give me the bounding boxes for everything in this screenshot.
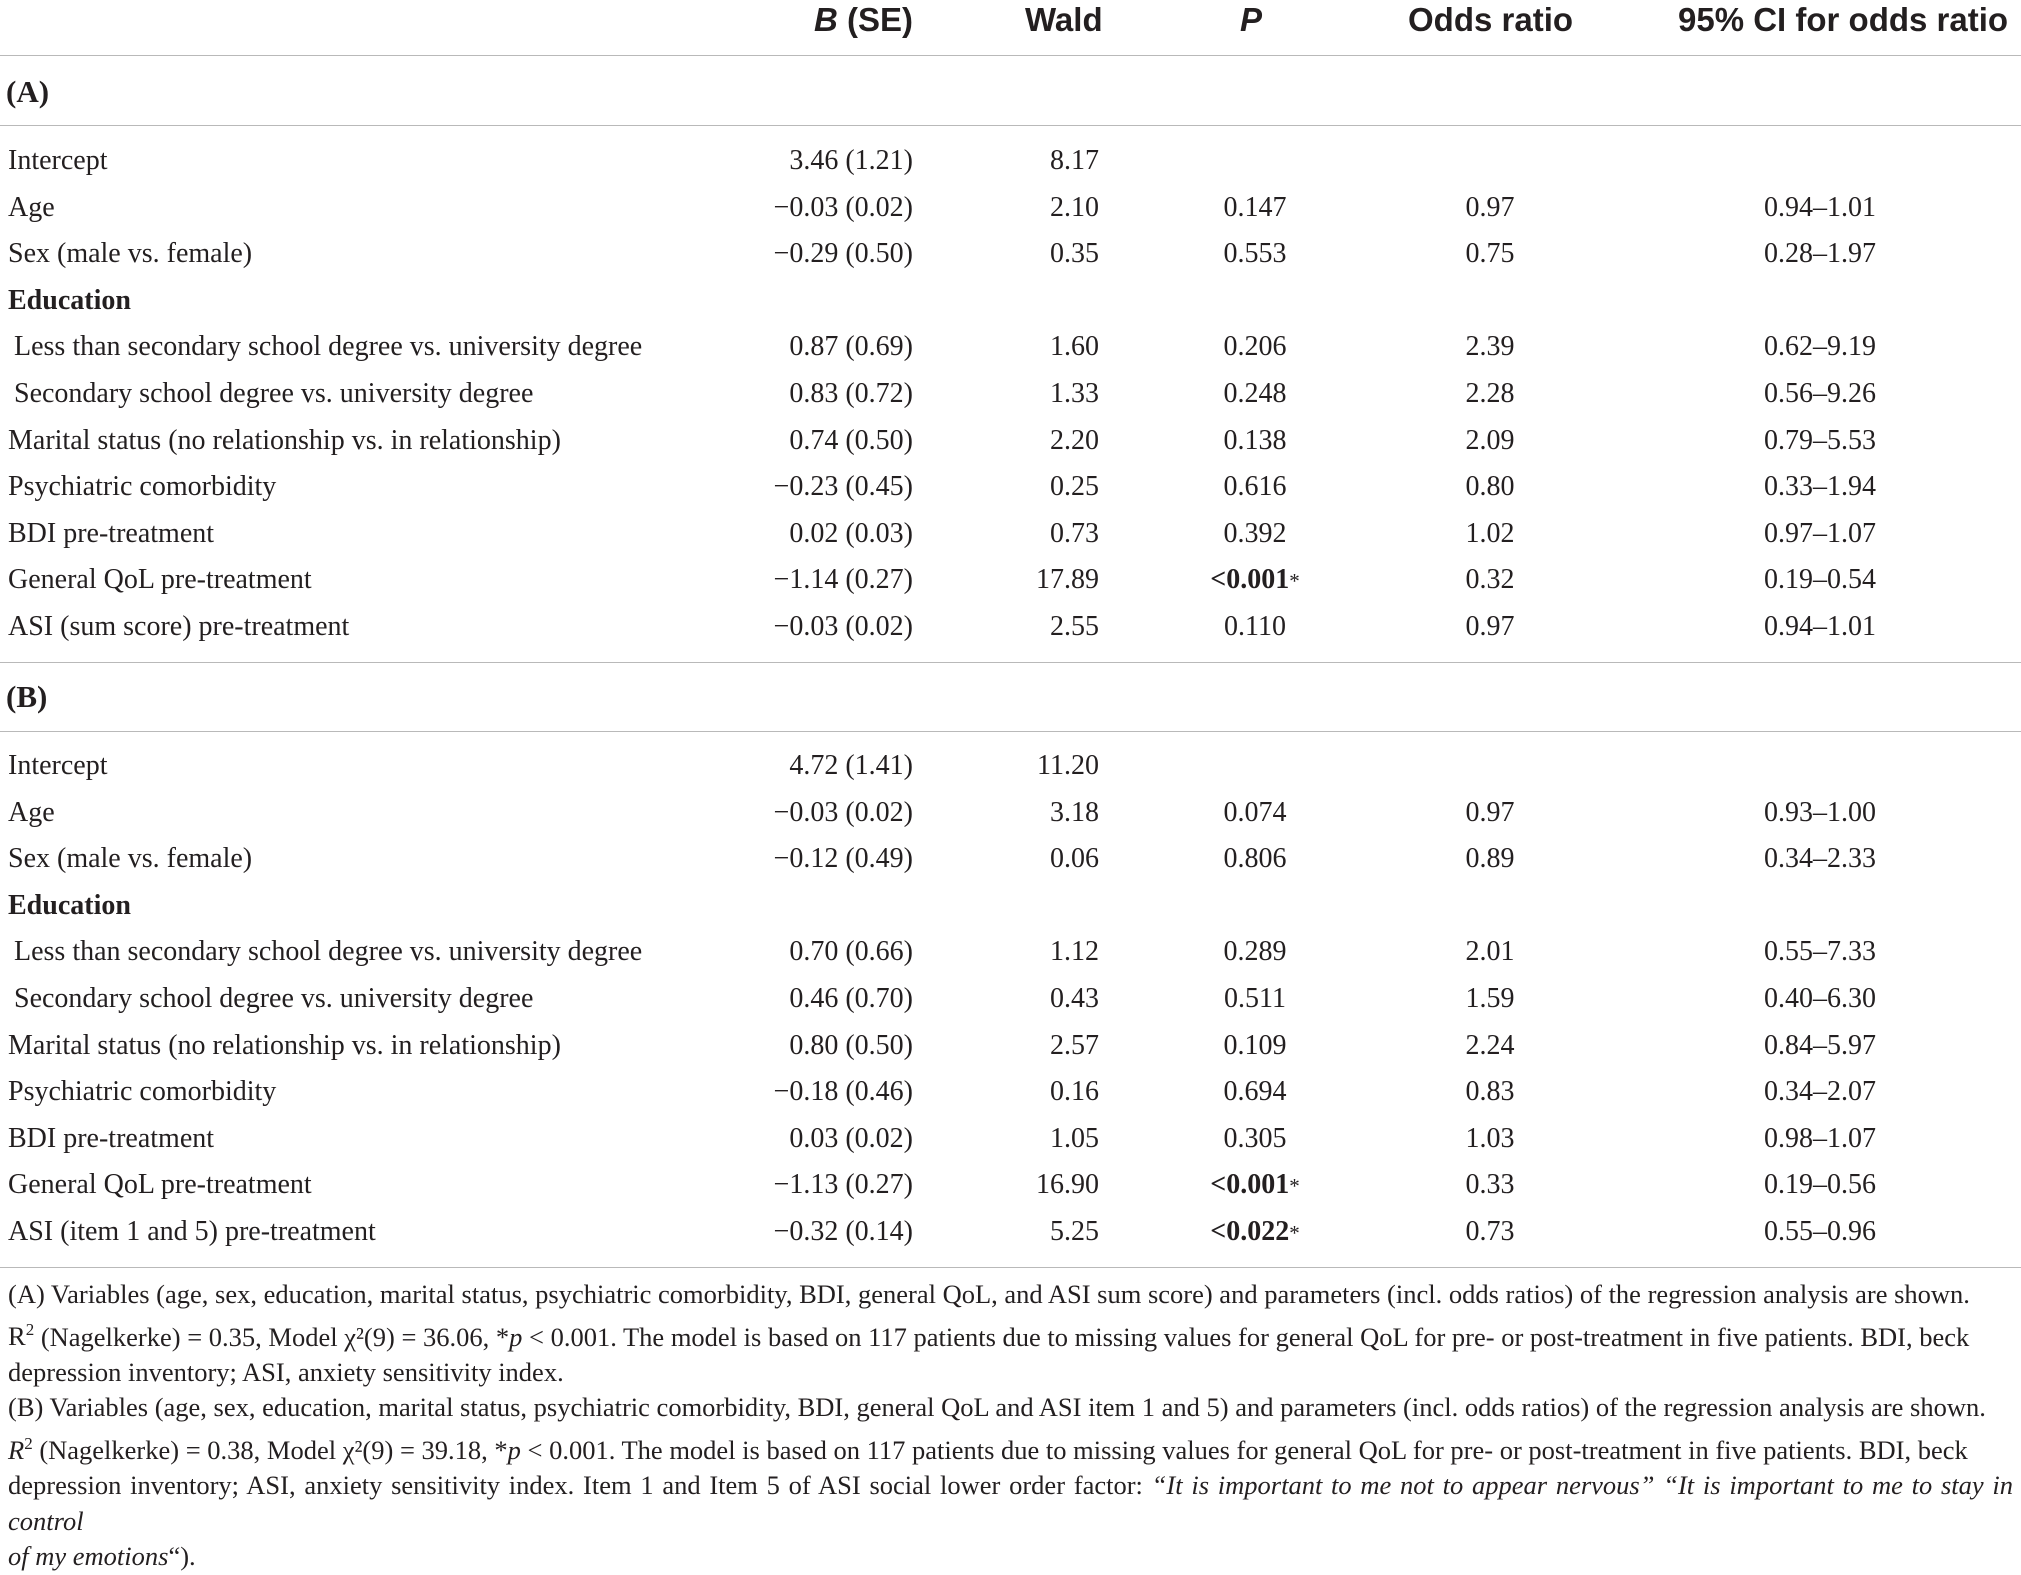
cell-p: 0.305 [1223,1122,1287,1154]
cell-ci: 0.56–9.26 [1764,378,1876,409]
cell-wald: 0.16 [1050,1076,1099,1108]
header-ci: 95% CI for odds ratio [1678,1,2009,38]
cell-b-se: −0.03 (0.02) [773,191,913,223]
cell-odds-ratio: 0.32 [1465,564,1515,596]
cell-p [1195,557,1315,605]
cell-p: 0.206 [1223,331,1287,363]
footnote-b-line2: $R^2$ (Nagelkerke) = 0.38, Model χ²(9) = 39.18, *p < 0.001. The model is based on 117 patients due to missing values for general QoL for pre- or post-treatment in five patients. BDI, beck [8,1433,1968,1465]
cell-ci: 0.28–1.97 [1764,238,1876,270]
cell-odds-ratio: 0.83 [1465,1076,1515,1108]
cell-ci: 0.79–5.53 [1764,424,1876,456]
cell-odds-ratio: 0.75 [1465,238,1515,270]
row-label: Less than secondary school degree vs. university degree [14,936,643,968]
cell-ci: 0.98–1.07 [1764,1122,1876,1154]
significance-mark: * [1289,1174,1300,1199]
cell-odds-ratio: 0.97 [1465,611,1515,642]
cell-b-se: −0.32 (0.14) [773,1216,913,1247]
table-row [0,1162,2021,1209]
cell-wald: 16.90 [1036,1169,1099,1201]
cell-b-se: 4.72 (1.41) [789,750,913,781]
table-row [0,324,2021,371]
cell-ci: 0.40–6.30 [1764,983,1876,1014]
cell-ci: 0.94–1.01 [1764,191,1876,223]
cell-p: 0.392 [1223,517,1287,549]
table-row [0,557,2021,604]
table-row [0,1069,2021,1116]
cell-p: 0.138 [1223,424,1287,456]
table-row [0,278,2021,325]
panel-a-label: (A) [6,74,50,109]
cell-ci: 0.97–1.07 [1764,517,1876,549]
cell-p [1195,1162,1315,1210]
cell-wald: 0.73 [1050,517,1099,549]
cell-b-se: 0.80 (0.50) [789,1029,913,1061]
cell-wald: 2.10 [1050,191,1099,223]
cell-odds-ratio: 1.02 [1465,517,1515,549]
cell-odds-ratio: 0.80 [1465,471,1515,503]
cell-p: 0.553 [1223,238,1287,270]
significant-p-value: <0.001 [1210,1169,1290,1201]
row-label: Sex (male vs. female) [8,843,253,875]
table-row [0,231,2021,278]
cell-p: 0.074 [1223,796,1287,828]
cell-b-se: 0.70 (0.66) [789,936,913,968]
table-row [0,743,2021,790]
significant-p-value: <0.001 [1210,564,1290,596]
row-label: ASI (item 1 and 5) pre-treatment [8,1216,376,1247]
cell-odds-ratio: 2.09 [1465,424,1515,456]
table-row [0,1209,2021,1256]
cell-b-se: 0.87 (0.69) [789,331,913,363]
cell-b-se: 0.46 (0.70) [789,983,913,1014]
header-b-se-text: (SE) [837,1,913,38]
cell-b-se: −0.23 (0.45) [773,471,913,503]
cell-odds-ratio: 1.59 [1465,983,1515,1014]
row-label: Intercept [8,750,108,781]
cell-ci: 0.34–2.07 [1764,1076,1876,1108]
table-row [0,371,2021,418]
cell-b-se: −1.13 (0.27) [773,1169,913,1201]
row-label: Secondary school degree vs. university degree [14,378,534,409]
cell-p: 0.147 [1223,191,1287,223]
cell-wald: 1.05 [1050,1122,1099,1154]
cell-wald: 8.17 [1050,145,1099,176]
cell-ci: 0.33–1.94 [1764,471,1876,503]
cell-odds-ratio: 0.97 [1465,796,1515,828]
footnote-a [8,1277,2013,1575]
cell-wald: 5.25 [1050,1216,1099,1247]
panel-b-label: (B) [6,679,48,714]
cell-b-se: 0.83 (0.72) [789,378,913,409]
rule-header [0,55,2021,56]
cell-wald: 1.60 [1050,331,1099,363]
cell-wald: 17.89 [1036,564,1099,596]
table-row [0,1116,2021,1163]
cell-b-se: 0.02 (0.03) [789,517,913,549]
row-label: Psychiatric comorbidity [8,1076,277,1108]
cell-p: 0.110 [1224,611,1286,642]
footnote-a-line1: (A) Variables (age, sex, education, marital status, psychiatric comorbidity, BDI, general QoL, and ASI sum score) and parameters (incl. odds ratios) of the regression analysis are shown. [8,1279,1970,1309]
cell-p: 0.694 [1223,1076,1287,1108]
cell-wald: 0.06 [1050,843,1099,875]
cell-p: 0.289 [1223,936,1287,968]
header-p [1240,0,1262,40]
cell-p: 0.806 [1223,843,1287,875]
table-row [0,185,2021,232]
header-wald: Wald [1025,1,1103,38]
cell-odds-ratio: 1.03 [1465,1122,1515,1154]
cell-wald: 0.25 [1050,471,1099,503]
rule-between-panels [0,662,2021,663]
rule-table-bottom [0,1267,2021,1268]
cell-odds-ratio: 0.33 [1465,1169,1515,1201]
cell-wald: 2.57 [1050,1029,1099,1061]
cell-p: 0.616 [1223,471,1287,503]
significance-mark: * [1289,1221,1300,1245]
table-row [0,976,2021,1023]
cell-p: 0.248 [1223,378,1287,409]
cell-b-se: −0.12 (0.49) [773,843,913,875]
table-row [0,929,2021,976]
cell-b-se: 3.46 (1.21) [789,145,913,176]
table-row [0,418,2021,465]
header-p-letter: P [1240,1,1263,38]
cell-ci: 0.94–1.01 [1764,611,1876,642]
cell-odds-ratio: 0.73 [1465,1216,1515,1247]
row-label: Age [8,796,55,828]
cell-ci: 0.84–5.97 [1764,1029,1876,1061]
row-label: Marital status (no relationship vs. in relationship) [8,424,561,456]
row-label: General QoL pre-treatment [8,564,312,596]
footnote-b-line4: of my emotions“). [8,1541,196,1572]
row-label: Sex (male vs. female) [8,238,253,270]
footnote-b-line1: (B) Variables (age, sex, education, marital status, psychiatric comorbidity, BDI, general QoL and ASI item 1 and 5) and parameters (incl. odds ratios) of the regression analysis are shown. [8,1392,1986,1423]
cell-ci: 0.62–9.19 [1764,331,1876,363]
cell-ci: 0.34–2.33 [1764,843,1876,875]
cell-ci: 0.19–0.54 [1764,564,1876,596]
cell-ci: 0.19–0.56 [1764,1169,1876,1201]
row-label: Intercept [8,145,108,176]
row-label: Education [8,284,131,316]
cell-odds-ratio: 0.89 [1465,843,1515,875]
cell-b-se: −0.29 (0.50) [773,238,913,270]
rule-panel-b [0,731,2021,732]
table-row [0,604,2021,651]
cell-b-se: −0.18 (0.46) [773,1076,913,1108]
row-label: Age [8,191,55,223]
footnote-a-line3: depression inventory; ASI, anxiety sensitivity index. [8,1356,564,1387]
cell-p: 0.511 [1224,983,1286,1014]
cell-p: 0.109 [1223,1029,1287,1061]
cell-odds-ratio: 2.01 [1465,936,1515,968]
cell-wald: 1.12 [1050,936,1099,968]
cell-odds-ratio: 0.97 [1465,191,1515,223]
table-row [0,790,2021,837]
row-label: ASI (sum score) pre-treatment [8,611,350,642]
header-b-letter: B [813,1,838,38]
table-row [0,138,2021,185]
header-odds-ratio: Odds ratio [1408,1,1574,38]
row-label: Less than secondary school degree vs. university degree [14,331,643,363]
rule-panel-a [0,125,2021,126]
cell-wald: 3.18 [1050,796,1099,828]
cell-b-se: 0.74 (0.50) [789,424,913,456]
table-row [0,1023,2021,1070]
cell-p [1195,1209,1315,1257]
header-b-se [814,0,913,40]
row-label: General QoL pre-treatment [8,1169,312,1201]
table-row [0,836,2021,883]
cell-ci: 0.55–7.33 [1764,936,1876,968]
cell-wald: 1.33 [1050,378,1099,409]
row-label: BDI pre-treatment [8,517,215,549]
cell-wald: 0.35 [1050,238,1099,270]
cell-wald: 2.20 [1050,424,1099,456]
row-label: Education [8,889,131,921]
cell-b-se: −1.14 (0.27) [773,564,913,596]
cell-odds-ratio: 2.24 [1465,1029,1515,1061]
cell-odds-ratio: 2.39 [1465,331,1515,363]
cell-b-se: −0.03 (0.02) [773,611,913,642]
row-label: Marital status (no relationship vs. in relationship) [8,1029,561,1061]
table-row [0,464,2021,511]
cell-b-se: 0.03 (0.02) [789,1122,913,1154]
cell-wald: 0.43 [1050,983,1099,1014]
footnote-b-line3: depression inventory; ASI, anxiety sensitivity index. Item 1 and Item 5 of ASI social lower order factor: “It is important to me not to appear nervous” “It is important to me to stay in control [8,1470,2014,1536]
footnote-a-line2: $R^2$ (Nagelkerke) = 0.35, Model χ²(9) = 36.06, *p < 0.001. The model is based on 117 patients due to missing values for general QoL for pre- or post-treatment in five patients. BDI, beck [8,1320,1970,1352]
cell-b-se: −0.03 (0.02) [773,796,913,828]
row-label: Psychiatric comorbidity [8,471,277,503]
cell-odds-ratio: 2.28 [1465,378,1515,409]
table-row [0,883,2021,930]
cell-ci: 0.55–0.96 [1764,1216,1876,1247]
row-label: BDI pre-treatment [8,1122,215,1154]
row-label: Secondary school degree vs. university degree [14,983,534,1014]
significant-p-value: <0.022 [1210,1216,1290,1247]
table-row [0,511,2021,558]
significance-mark: * [1289,569,1300,594]
cell-wald: 11.20 [1037,750,1099,781]
cell-wald: 2.55 [1050,611,1099,642]
cell-ci: 0.93–1.00 [1764,796,1876,828]
